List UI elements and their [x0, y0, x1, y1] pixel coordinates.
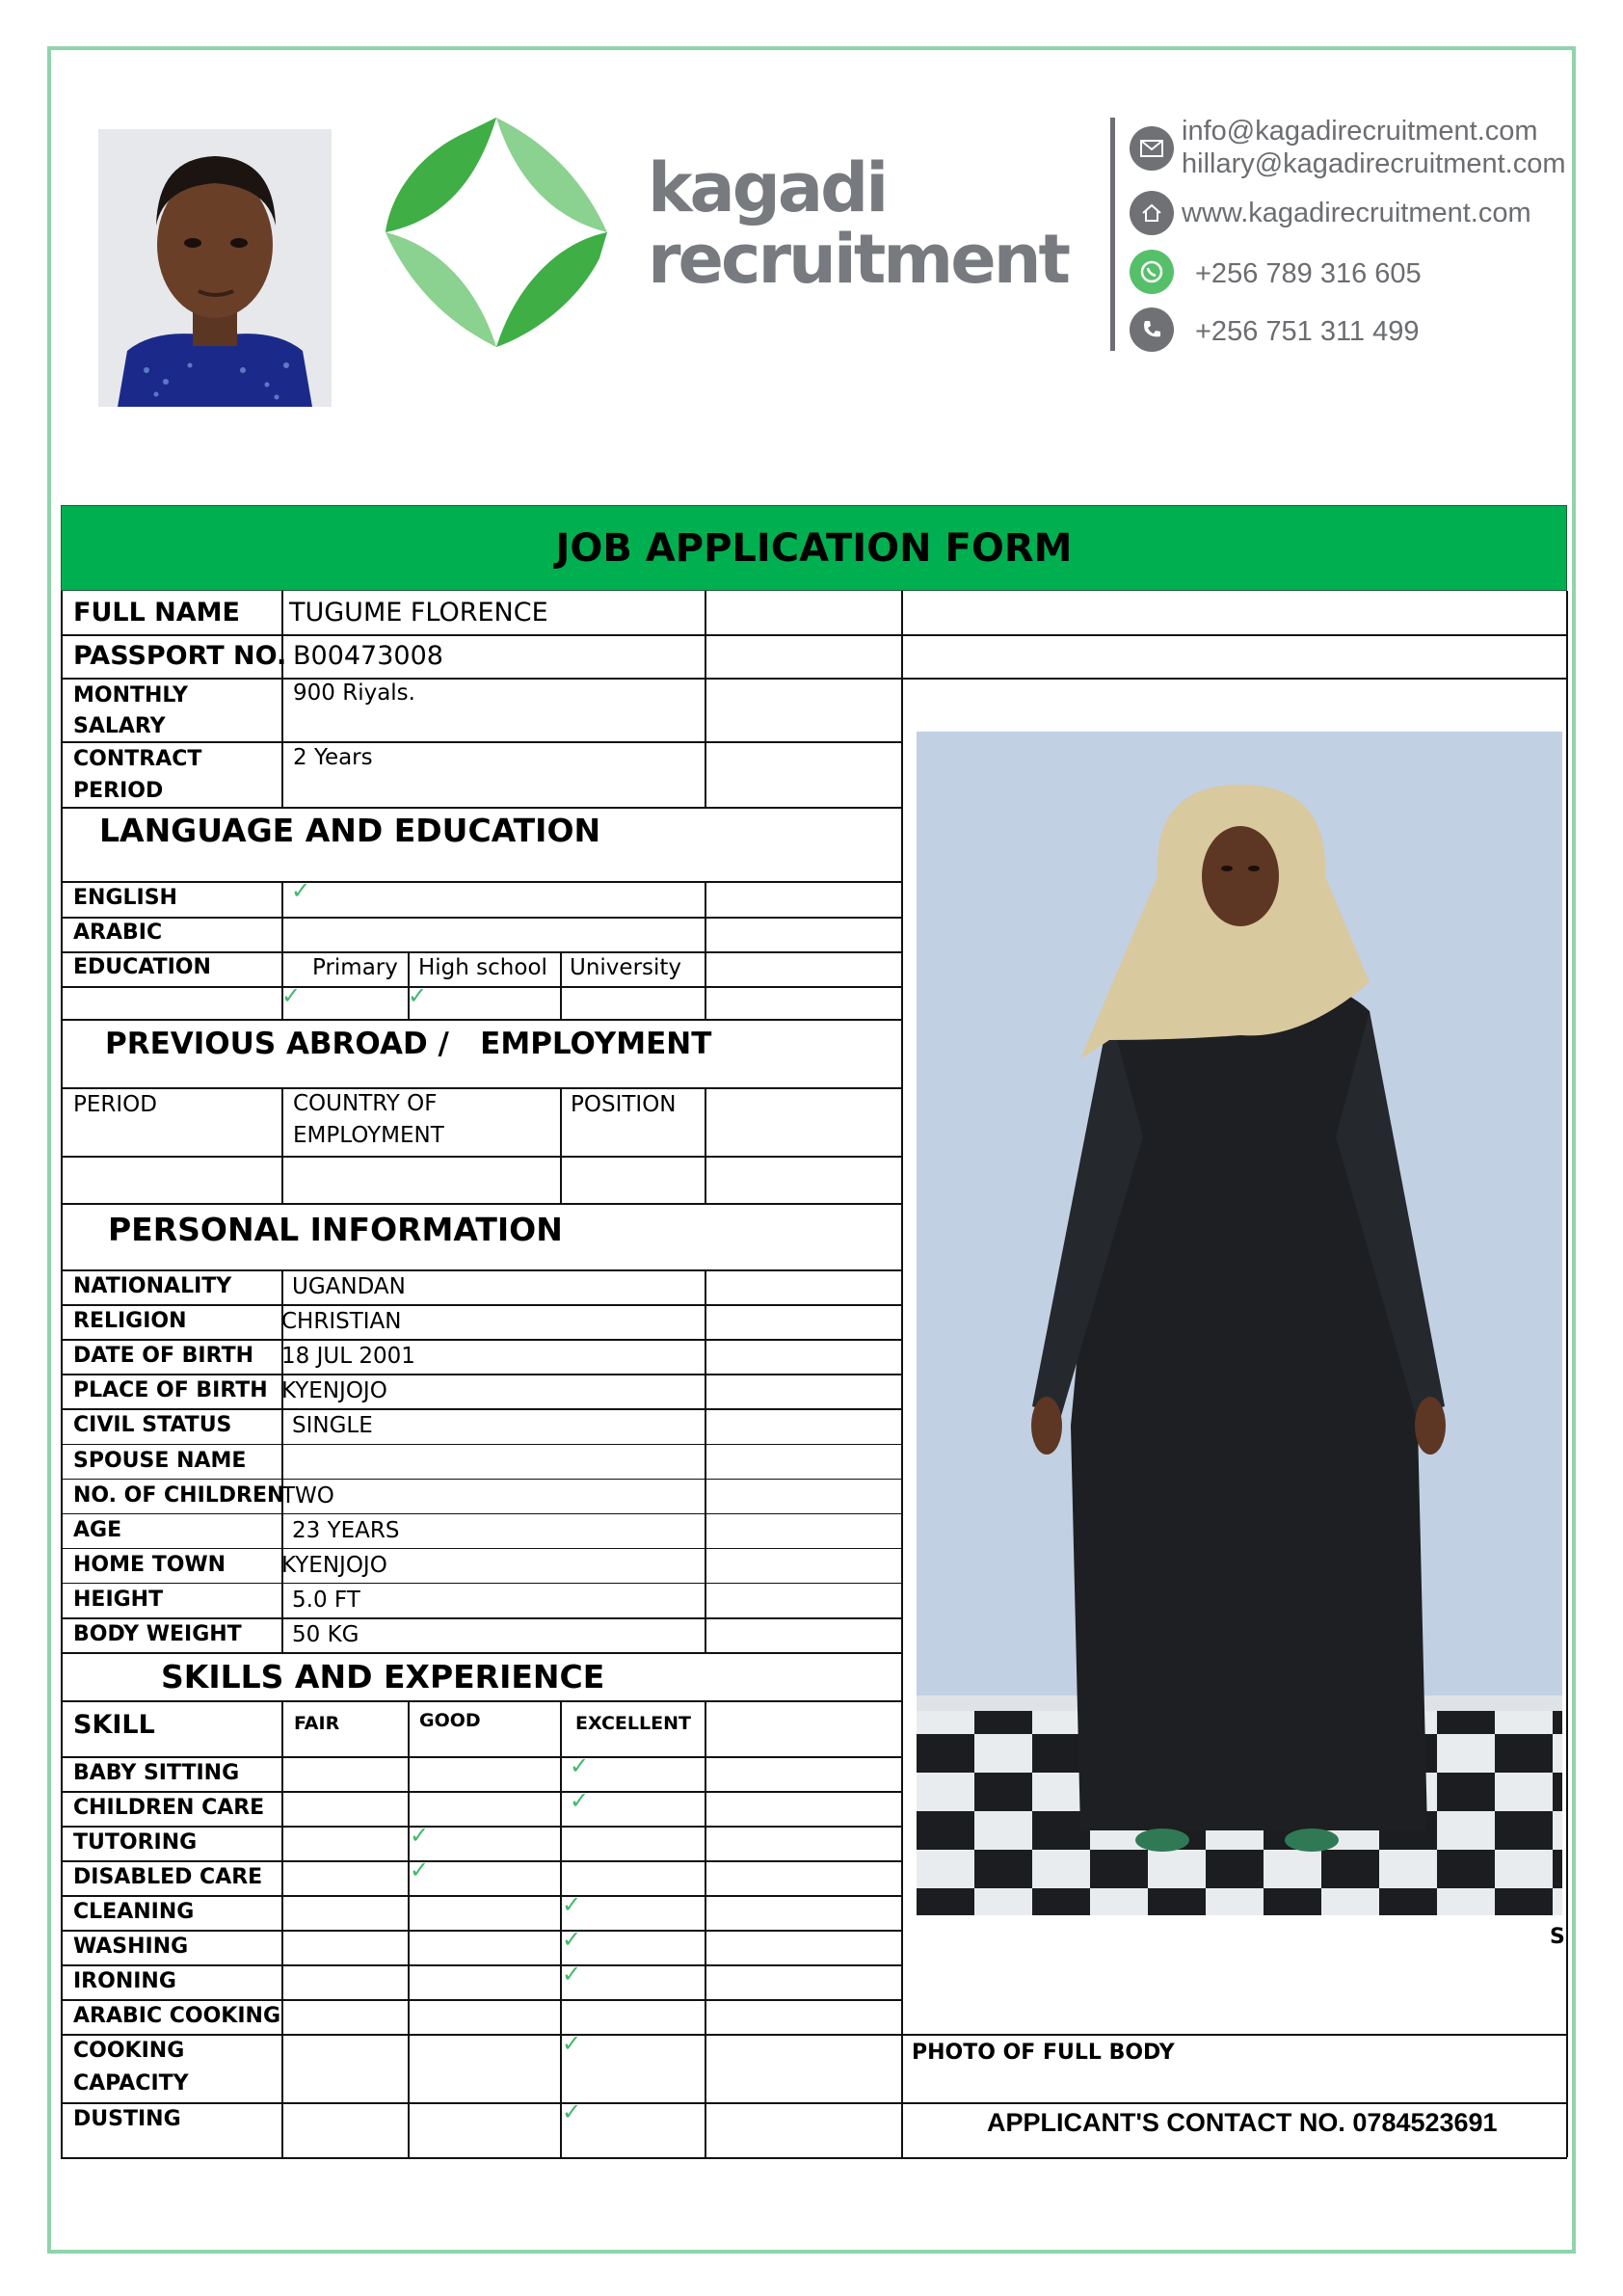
label-personal-6: NO. OF CHILDREN	[73, 1482, 285, 1508]
email-info[interactable]: info@kagadirecruitment.com	[1182, 116, 1538, 147]
skill-label-1: CHILDREN CARE	[73, 1796, 265, 1820]
section-language-education: LANGUAGE AND EDUCATION	[99, 812, 601, 849]
label-personal-7: AGE	[73, 1517, 122, 1542]
skill-check-icon: ✓	[562, 1892, 582, 1918]
header-skill: SKILL	[73, 1710, 155, 1740]
header-good: GOOD	[419, 1710, 481, 1731]
photo-caption: PHOTO OF FULL BODY	[912, 2041, 1175, 2065]
phone-icon	[1130, 307, 1174, 352]
header-period: PERIOD	[73, 1092, 157, 1117]
label-english: ENGLISH	[73, 886, 177, 910]
label-personal-10: BODY WEIGHT	[73, 1622, 242, 1646]
label-personal-3: PLACE OF BIRTH	[73, 1378, 268, 1403]
edu-university: University	[570, 955, 682, 980]
value-personal-4: SINGLE	[292, 1413, 373, 1439]
brand-line-1: kagadi	[648, 148, 887, 227]
skill-label-2: TUTORING	[73, 1830, 198, 1855]
header-country-employment: COUNTRY OF EMPLOYMENT	[293, 1091, 444, 1148]
value-contract-period: 2 Years	[293, 745, 373, 770]
whatsapp-icon	[1130, 250, 1174, 294]
skill-row-divider	[61, 2102, 902, 2104]
label-full-name: FULL NAME	[73, 598, 240, 627]
brand-line-2: recruitment	[648, 220, 1069, 299]
skill-label-8: COOKING CAPACITY	[73, 2039, 189, 2096]
skill-label-9: DUSTING	[73, 2107, 181, 2131]
label-passport: PASSPORT NO.	[73, 641, 287, 671]
label-education: EDUCATION	[73, 955, 211, 979]
email-hillary[interactable]: hillary@kagadirecruitment.com	[1182, 148, 1566, 179]
stray-letter: S	[1550, 1925, 1565, 1949]
skill-check-icon: ✓	[562, 2099, 582, 2125]
email-icon	[1130, 126, 1174, 171]
label-personal-0: NATIONALITY	[73, 1274, 232, 1298]
skill-label-0: BABY SITTING	[73, 1761, 240, 1785]
skill-label-7: ARABIC COOKING	[73, 2004, 281, 2028]
header-excellent: EXCELLENT	[575, 1713, 691, 1734]
value-personal-6: TWO	[281, 1482, 334, 1508]
skill-check-icon: ✓	[570, 1753, 590, 1779]
primary-check-icon: ✓	[281, 983, 302, 1009]
home-icon	[1130, 191, 1174, 235]
skill-label-3: DISABLED CARE	[73, 1865, 263, 1889]
label-personal-2: DATE OF BIRTH	[73, 1344, 253, 1369]
label-arabic: ARABIC	[73, 921, 163, 945]
value-personal-2: 18 JUL 2001	[281, 1344, 415, 1370]
personal-row-divider	[61, 1304, 902, 1306]
label-personal-9: HEIGHT	[73, 1587, 164, 1612]
header-fair: FAIR	[294, 1713, 340, 1734]
value-monthly-salary: 900 Riyals.	[293, 681, 415, 706]
website-link[interactable]: www.kagadirecruitment.com	[1182, 198, 1531, 228]
label-personal-5: SPOUSE NAME	[73, 1448, 247, 1473]
value-full-name: TUGUME FLORENCE	[289, 598, 548, 627]
section-previous-employment: PREVIOUS ABROAD / EMPLOYMENT	[105, 1027, 712, 1061]
skill-label-4: CLEANING	[73, 1900, 195, 1924]
value-personal-8: KYENJOJO	[281, 1552, 387, 1578]
label-personal-4: CIVIL STATUS	[73, 1413, 232, 1438]
full-body-photo	[917, 732, 1562, 1915]
label-personal-1: RELIGION	[73, 1309, 187, 1334]
label-monthly-salary: MONTHLY SALARY	[73, 683, 188, 738]
value-personal-7: 23 YEARS	[292, 1517, 400, 1543]
skill-row-divider	[61, 1964, 902, 1966]
skill-check-icon: ✓	[562, 1927, 582, 1953]
skill-check-icon: ✓	[562, 1962, 582, 1988]
english-check-icon: ✓	[291, 878, 311, 904]
form-header	[61, 505, 1567, 591]
section-personal-information: PERSONAL INFORMATION	[108, 1211, 563, 1248]
edu-primary: Primary	[312, 955, 398, 980]
value-personal-10: 50 KG	[292, 1622, 359, 1647]
edu-high-school: High school	[418, 955, 547, 980]
kagadi-logo-icon	[378, 114, 615, 351]
phone-secondary[interactable]: +256 751 311 499	[1195, 316, 1420, 347]
skill-check-icon: ✓	[570, 1788, 590, 1814]
value-personal-9: 5.0 FT	[292, 1587, 360, 1613]
skill-check-icon: ✓	[562, 2031, 582, 2057]
form-title: JOB APPLICATION FORM	[555, 526, 1073, 571]
contact-divider	[1110, 118, 1115, 351]
highschool-check-icon: ✓	[408, 983, 428, 1009]
skill-label-6: IRONING	[73, 1969, 176, 1993]
value-personal-3: KYENJOJO	[281, 1378, 387, 1404]
passport-photo	[98, 129, 332, 407]
personal-row-divider	[61, 1583, 902, 1585]
header-position: POSITION	[571, 1092, 677, 1117]
label-personal-8: HOME TOWN	[73, 1552, 226, 1577]
brand-wordmark	[648, 148, 1069, 299]
skill-check-icon: ✓	[410, 1857, 430, 1883]
skill-check-icon: ✓	[410, 1823, 430, 1849]
label-contract-period: CONTRACT PERIOD	[73, 747, 202, 803]
value-personal-0: UGANDAN	[292, 1274, 406, 1299]
value-personal-1: CHRISTIAN	[281, 1309, 402, 1335]
section-skills-experience: SKILLS AND EXPERIENCE	[161, 1658, 605, 1695]
phone-whatsapp[interactable]: +256 789 316 605	[1195, 258, 1422, 289]
applicant-contact[interactable]: APPLICANT'S CONTACT NO. 0784523691	[987, 2108, 1498, 2137]
skill-label-5: WASHING	[73, 1935, 189, 1959]
value-passport: B00473008	[293, 641, 443, 671]
personal-row-divider	[61, 1513, 902, 1515]
